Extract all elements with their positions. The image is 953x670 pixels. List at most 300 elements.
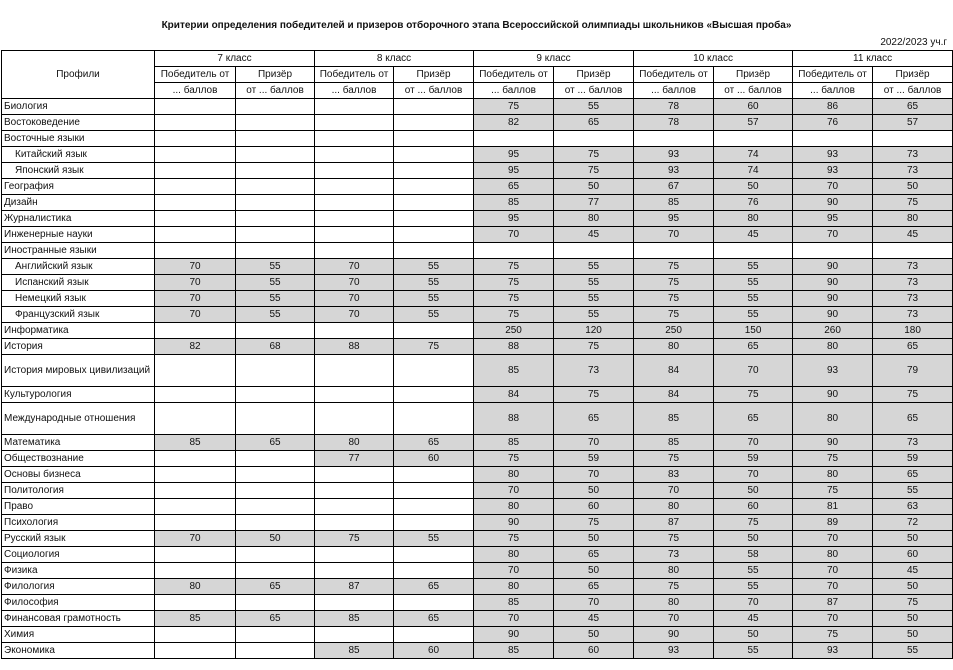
winner-score-cell	[155, 99, 236, 115]
winner-score-cell: 70	[634, 611, 714, 627]
winner-score-cell	[155, 227, 236, 243]
winner-score-cell: 87	[634, 515, 714, 531]
prize-score-cell: 58	[714, 547, 793, 563]
prize-score-cell: 70	[714, 467, 793, 483]
prize-score-cell: 50	[554, 531, 634, 547]
prize-score-cell	[394, 515, 474, 531]
winner-score-cell: 75	[634, 451, 714, 467]
prize-score-cell: 77	[554, 195, 634, 211]
prize-score-cell: 60	[394, 643, 474, 659]
winner-score-cell: 95	[474, 147, 554, 163]
winner-score-cell: 80	[793, 403, 873, 435]
prize-score-cell: 55	[554, 307, 634, 323]
profile-name: Испанский язык	[2, 275, 155, 291]
profile-name: Китайский язык	[2, 147, 155, 163]
winner-score-cell: 93	[793, 163, 873, 179]
winner-score-cell	[634, 243, 714, 259]
profile-name: Русский язык	[2, 531, 155, 547]
profile-name: Японский язык	[2, 163, 155, 179]
winner-score-cell	[155, 563, 236, 579]
prize-score-cell	[236, 515, 315, 531]
prize-score-cell: 65	[714, 403, 793, 435]
academic-year: 2022/2023 уч.г	[880, 37, 947, 48]
table-row	[2, 195, 953, 211]
winner-score-cell: 70	[474, 227, 554, 243]
winner-score-cell: 87	[315, 579, 394, 595]
winner-score-cell	[315, 115, 394, 131]
prize-score-cell: 73	[554, 355, 634, 387]
prize-score-cell: 180	[873, 323, 953, 339]
winner-score-cell: 75	[634, 579, 714, 595]
prize-score-cell	[236, 387, 315, 403]
winner-score-cell	[155, 451, 236, 467]
winner-score-cell: 70	[793, 531, 873, 547]
prize-score-cell	[873, 131, 953, 147]
prize-score-cell	[236, 451, 315, 467]
prize-score-cell: 65	[236, 579, 315, 595]
winner-score-cell: 250	[474, 323, 554, 339]
prize-score-cell	[236, 195, 315, 211]
prize-score-cell	[236, 243, 315, 259]
prize-score-cell: 55	[554, 99, 634, 115]
winner-score-cell: 90	[793, 259, 873, 275]
profile-name: Социология	[2, 547, 155, 563]
prize-score-cell: 79	[873, 355, 953, 387]
winner-score-cell: 75	[634, 275, 714, 291]
prize-score-cell: 45	[714, 611, 793, 627]
table-row	[2, 291, 953, 307]
winner-score-cell: 80	[793, 339, 873, 355]
winner-score-cell: 80	[474, 579, 554, 595]
winner-score-cell: 75	[474, 451, 554, 467]
profile-name: Восточные языки	[2, 131, 155, 147]
winner-score-cell	[155, 323, 236, 339]
winner-score-cell: 80	[793, 547, 873, 563]
table-row	[2, 131, 953, 147]
prize-score-cell: 74	[714, 163, 793, 179]
winner-score-cell: 84	[474, 387, 554, 403]
prize-score-cell	[394, 387, 474, 403]
prize-score-cell	[236, 403, 315, 435]
winner-score-cell: 70	[793, 611, 873, 627]
profiles-header: Профили	[2, 51, 155, 99]
profile-name: История мировых цивилизаций	[2, 355, 155, 387]
table-row	[2, 435, 953, 451]
table-row	[2, 627, 953, 643]
winner-score-cell	[315, 467, 394, 483]
winner-score-cell: 85	[315, 611, 394, 627]
winner-score-cell	[155, 131, 236, 147]
prize-score-cell: 150	[714, 323, 793, 339]
prize-score-cell	[236, 179, 315, 195]
prize-score-cell	[394, 355, 474, 387]
prize-score-cell: 55	[714, 307, 793, 323]
winner-score-cell: 70	[634, 483, 714, 499]
winner-score-cell: 78	[634, 99, 714, 115]
winner-score-cell: 70	[315, 291, 394, 307]
winner-header-unit: ... баллов	[155, 83, 236, 99]
winner-score-cell	[155, 355, 236, 387]
prize-score-cell: 50	[873, 611, 953, 627]
winner-header: Победитель от	[155, 67, 236, 83]
prize-score-cell: 60	[714, 499, 793, 515]
prize-score-cell: 55	[554, 275, 634, 291]
winner-score-cell	[315, 387, 394, 403]
winner-score-cell	[315, 547, 394, 563]
prize-score-cell	[394, 131, 474, 147]
profile-name: Инженерные науки	[2, 227, 155, 243]
prize-score-cell: 65	[873, 403, 953, 435]
prize-score-cell: 70	[554, 595, 634, 611]
winner-score-cell: 250	[634, 323, 714, 339]
prize-score-cell: 55	[394, 259, 474, 275]
prize-score-cell: 55	[714, 563, 793, 579]
grade-header: 11 класс	[793, 51, 953, 67]
table-row	[2, 611, 953, 627]
winner-header: Победитель от	[634, 67, 714, 83]
prize-score-cell: 70	[714, 595, 793, 611]
prize-score-cell: 50	[554, 483, 634, 499]
winner-score-cell: 70	[793, 179, 873, 195]
winner-score-cell: 85	[474, 355, 554, 387]
prize-score-cell: 50	[554, 179, 634, 195]
winner-header-unit: ... баллов	[793, 83, 873, 99]
winner-score-cell: 73	[634, 547, 714, 563]
prize-score-cell	[394, 163, 474, 179]
winner-score-cell	[155, 163, 236, 179]
winner-score-cell: 70	[474, 483, 554, 499]
prize-score-cell: 80	[873, 211, 953, 227]
winner-score-cell	[155, 467, 236, 483]
prize-score-cell	[394, 563, 474, 579]
prize-score-cell: 73	[873, 259, 953, 275]
prize-score-cell: 55	[714, 275, 793, 291]
profile-name: Философия	[2, 595, 155, 611]
prize-header: Призёр	[554, 67, 634, 83]
prize-score-cell	[394, 323, 474, 339]
prize-header-unit: от ... баллов	[714, 83, 793, 99]
winner-score-cell	[155, 147, 236, 163]
winner-score-cell	[155, 179, 236, 195]
prize-score-cell	[236, 131, 315, 147]
winner-score-cell	[155, 483, 236, 499]
winner-score-cell: 75	[474, 291, 554, 307]
prize-score-cell: 45	[554, 227, 634, 243]
winner-score-cell: 85	[155, 611, 236, 627]
winner-score-cell: 85	[474, 643, 554, 659]
prize-score-cell: 65	[873, 339, 953, 355]
prize-score-cell: 55	[236, 259, 315, 275]
winner-score-cell	[315, 163, 394, 179]
prize-score-cell	[394, 547, 474, 563]
winner-score-cell: 89	[793, 515, 873, 531]
profile-name: Информатика	[2, 323, 155, 339]
table-row	[2, 547, 953, 563]
prize-score-cell: 55	[394, 275, 474, 291]
prize-score-cell: 70	[714, 355, 793, 387]
winner-score-cell	[315, 499, 394, 515]
prize-score-cell: 80	[714, 211, 793, 227]
prize-score-cell: 50	[873, 179, 953, 195]
winner-score-cell	[315, 227, 394, 243]
document-title: Критерии определения победителей и призеров отборочного этапа Всероссийской олимпиады школьников «Высшая проба»	[161, 20, 792, 31]
prize-score-cell: 76	[714, 195, 793, 211]
profile-name: Культурология	[2, 387, 155, 403]
winner-score-cell	[155, 243, 236, 259]
winner-score-cell: 90	[793, 387, 873, 403]
winner-score-cell: 75	[315, 531, 394, 547]
winner-score-cell: 95	[793, 211, 873, 227]
grade-header: 7 класс	[155, 51, 315, 67]
winner-score-cell: 75	[634, 531, 714, 547]
prize-score-cell	[554, 243, 634, 259]
prize-score-cell: 55	[714, 291, 793, 307]
prize-score-cell	[236, 643, 315, 659]
winner-score-cell: 70	[155, 531, 236, 547]
winner-score-cell: 70	[155, 307, 236, 323]
profile-name: Международные отношения	[2, 403, 155, 435]
prize-header: Призёр	[394, 67, 474, 83]
winner-score-cell: 88	[315, 339, 394, 355]
prize-score-cell: 70	[554, 467, 634, 483]
prize-score-cell: 70	[714, 435, 793, 451]
prize-score-cell	[394, 115, 474, 131]
table-row	[2, 115, 953, 131]
prize-score-cell	[394, 627, 474, 643]
winner-score-cell: 84	[634, 355, 714, 387]
prize-score-cell: 65	[394, 435, 474, 451]
grade-header: 8 класс	[315, 51, 474, 67]
profile-name: Психология	[2, 515, 155, 531]
winner-score-cell: 90	[793, 435, 873, 451]
table-body	[2, 99, 953, 659]
prize-score-cell	[236, 627, 315, 643]
winner-score-cell: 80	[634, 499, 714, 515]
winner-score-cell: 70	[155, 259, 236, 275]
prize-score-cell: 65	[714, 339, 793, 355]
profile-name: Немецкий язык	[2, 291, 155, 307]
winner-score-cell: 70	[793, 227, 873, 243]
winner-score-cell: 81	[793, 499, 873, 515]
winner-score-cell: 80	[315, 435, 394, 451]
prize-score-cell: 55	[394, 531, 474, 547]
prize-score-cell	[394, 195, 474, 211]
winner-score-cell: 70	[793, 563, 873, 579]
winner-score-cell: 90	[793, 307, 873, 323]
winner-score-cell	[315, 99, 394, 115]
prize-score-cell: 45	[554, 611, 634, 627]
winner-score-cell	[474, 131, 554, 147]
winner-score-cell: 70	[315, 275, 394, 291]
table-row	[2, 99, 953, 115]
prize-score-cell: 60	[554, 643, 634, 659]
winner-score-cell: 84	[634, 387, 714, 403]
prize-score-cell: 60	[394, 451, 474, 467]
profile-name: Физика	[2, 563, 155, 579]
prize-score-cell: 50	[714, 483, 793, 499]
profile-name: Журналистика	[2, 211, 155, 227]
prize-score-cell: 55	[714, 579, 793, 595]
winner-score-cell: 70	[155, 291, 236, 307]
winner-score-cell: 90	[793, 291, 873, 307]
prize-score-cell: 75	[873, 595, 953, 611]
prize-score-cell	[394, 467, 474, 483]
profile-name: Экономика	[2, 643, 155, 659]
winner-score-cell: 70	[793, 579, 873, 595]
winner-score-cell: 85	[634, 195, 714, 211]
prize-header-unit: от ... баллов	[236, 83, 315, 99]
prize-header-unit: от ... баллов	[873, 83, 953, 99]
winner-score-cell: 70	[155, 275, 236, 291]
prize-score-cell: 65	[236, 611, 315, 627]
prize-score-cell: 55	[236, 307, 315, 323]
table-row	[2, 307, 953, 323]
profile-name: История	[2, 339, 155, 355]
profile-name: Французский язык	[2, 307, 155, 323]
prize-score-cell	[236, 211, 315, 227]
table-row	[2, 499, 953, 515]
prize-score-cell	[236, 483, 315, 499]
prize-score-cell: 60	[873, 547, 953, 563]
winner-score-cell: 83	[634, 467, 714, 483]
prize-score-cell: 75	[873, 195, 953, 211]
winner-score-cell	[155, 643, 236, 659]
table-row	[2, 403, 953, 435]
winner-score-cell: 93	[793, 355, 873, 387]
winner-score-cell	[474, 243, 554, 259]
winner-score-cell: 87	[793, 595, 873, 611]
winner-score-cell: 75	[793, 627, 873, 643]
prize-score-cell: 70	[554, 435, 634, 451]
prize-score-cell: 120	[554, 323, 634, 339]
prize-score-cell: 73	[873, 275, 953, 291]
winner-score-cell	[155, 387, 236, 403]
prize-score-cell: 60	[714, 99, 793, 115]
prize-score-cell	[714, 131, 793, 147]
winner-score-cell: 75	[474, 259, 554, 275]
prize-score-cell: 65	[873, 99, 953, 115]
winner-score-cell: 86	[793, 99, 873, 115]
winner-score-cell: 77	[315, 451, 394, 467]
winner-score-cell	[155, 595, 236, 611]
prize-score-cell: 74	[714, 147, 793, 163]
prize-score-cell: 50	[714, 627, 793, 643]
prize-score-cell: 50	[554, 563, 634, 579]
prize-score-cell: 55	[394, 291, 474, 307]
prize-score-cell	[236, 323, 315, 339]
prize-score-cell: 63	[873, 499, 953, 515]
prize-score-cell: 55	[554, 259, 634, 275]
prize-header: Призёр	[714, 67, 793, 83]
prize-score-cell	[394, 99, 474, 115]
table-row	[2, 147, 953, 163]
winner-score-cell	[634, 131, 714, 147]
winner-score-cell: 80	[474, 547, 554, 563]
prize-score-cell	[236, 99, 315, 115]
table-row	[2, 211, 953, 227]
winner-score-cell	[315, 355, 394, 387]
winner-score-cell	[155, 403, 236, 435]
winner-score-cell: 93	[634, 147, 714, 163]
winner-score-cell	[315, 515, 394, 531]
winner-score-cell: 93	[793, 643, 873, 659]
prize-score-cell: 75	[554, 163, 634, 179]
prize-score-cell: 55	[714, 259, 793, 275]
prize-score-cell: 75	[394, 339, 474, 355]
profile-name: Востоковедение	[2, 115, 155, 131]
winner-score-cell: 65	[474, 179, 554, 195]
prize-score-cell: 57	[714, 115, 793, 131]
prize-score-cell: 75	[554, 515, 634, 531]
prize-score-cell: 59	[714, 451, 793, 467]
prize-score-cell: 68	[236, 339, 315, 355]
prize-score-cell: 55	[873, 643, 953, 659]
winner-score-cell: 85	[474, 435, 554, 451]
header-row-grades	[2, 51, 953, 67]
prize-score-cell: 75	[873, 387, 953, 403]
winner-score-cell: 80	[793, 467, 873, 483]
winner-score-cell: 80	[634, 595, 714, 611]
winner-score-cell	[315, 403, 394, 435]
prize-score-cell: 50	[873, 627, 953, 643]
prize-score-cell: 65	[554, 547, 634, 563]
winner-score-cell: 75	[634, 291, 714, 307]
winner-header: Победитель от	[315, 67, 394, 83]
prize-score-cell: 45	[714, 227, 793, 243]
prize-score-cell: 55	[236, 275, 315, 291]
winner-score-cell: 95	[634, 211, 714, 227]
prize-score-cell: 50	[714, 179, 793, 195]
table-row	[2, 179, 953, 195]
winner-score-cell	[315, 131, 394, 147]
prize-score-cell: 65	[554, 115, 634, 131]
prize-score-cell: 55	[394, 307, 474, 323]
profile-name: Филология	[2, 579, 155, 595]
table-row	[2, 323, 953, 339]
winner-score-cell: 75	[793, 483, 873, 499]
winner-score-cell	[315, 211, 394, 227]
winner-score-cell: 85	[634, 435, 714, 451]
prize-score-cell: 57	[873, 115, 953, 131]
prize-score-cell: 50	[236, 531, 315, 547]
prize-header-unit: от ... баллов	[394, 83, 474, 99]
table-row	[2, 451, 953, 467]
table-row	[2, 387, 953, 403]
winner-score-cell: 76	[793, 115, 873, 131]
table-row	[2, 275, 953, 291]
profile-name: Биология	[2, 99, 155, 115]
profile-name: Финансовая грамотность	[2, 611, 155, 627]
winner-score-cell: 90	[474, 515, 554, 531]
winner-score-cell: 75	[634, 259, 714, 275]
profile-name: Математика	[2, 435, 155, 451]
prize-score-cell	[394, 403, 474, 435]
winner-score-cell	[155, 547, 236, 563]
winner-score-cell: 70	[474, 611, 554, 627]
winner-score-cell	[315, 323, 394, 339]
prize-score-cell	[873, 243, 953, 259]
prize-score-cell: 75	[714, 387, 793, 403]
prize-score-cell: 59	[554, 451, 634, 467]
winner-score-cell: 260	[793, 323, 873, 339]
prize-score-cell	[236, 163, 315, 179]
prize-score-cell: 45	[873, 227, 953, 243]
winner-score-cell: 85	[474, 195, 554, 211]
prize-score-cell	[236, 563, 315, 579]
prize-score-cell	[394, 499, 474, 515]
grade-header: 9 класс	[474, 51, 634, 67]
winner-score-cell	[315, 563, 394, 579]
